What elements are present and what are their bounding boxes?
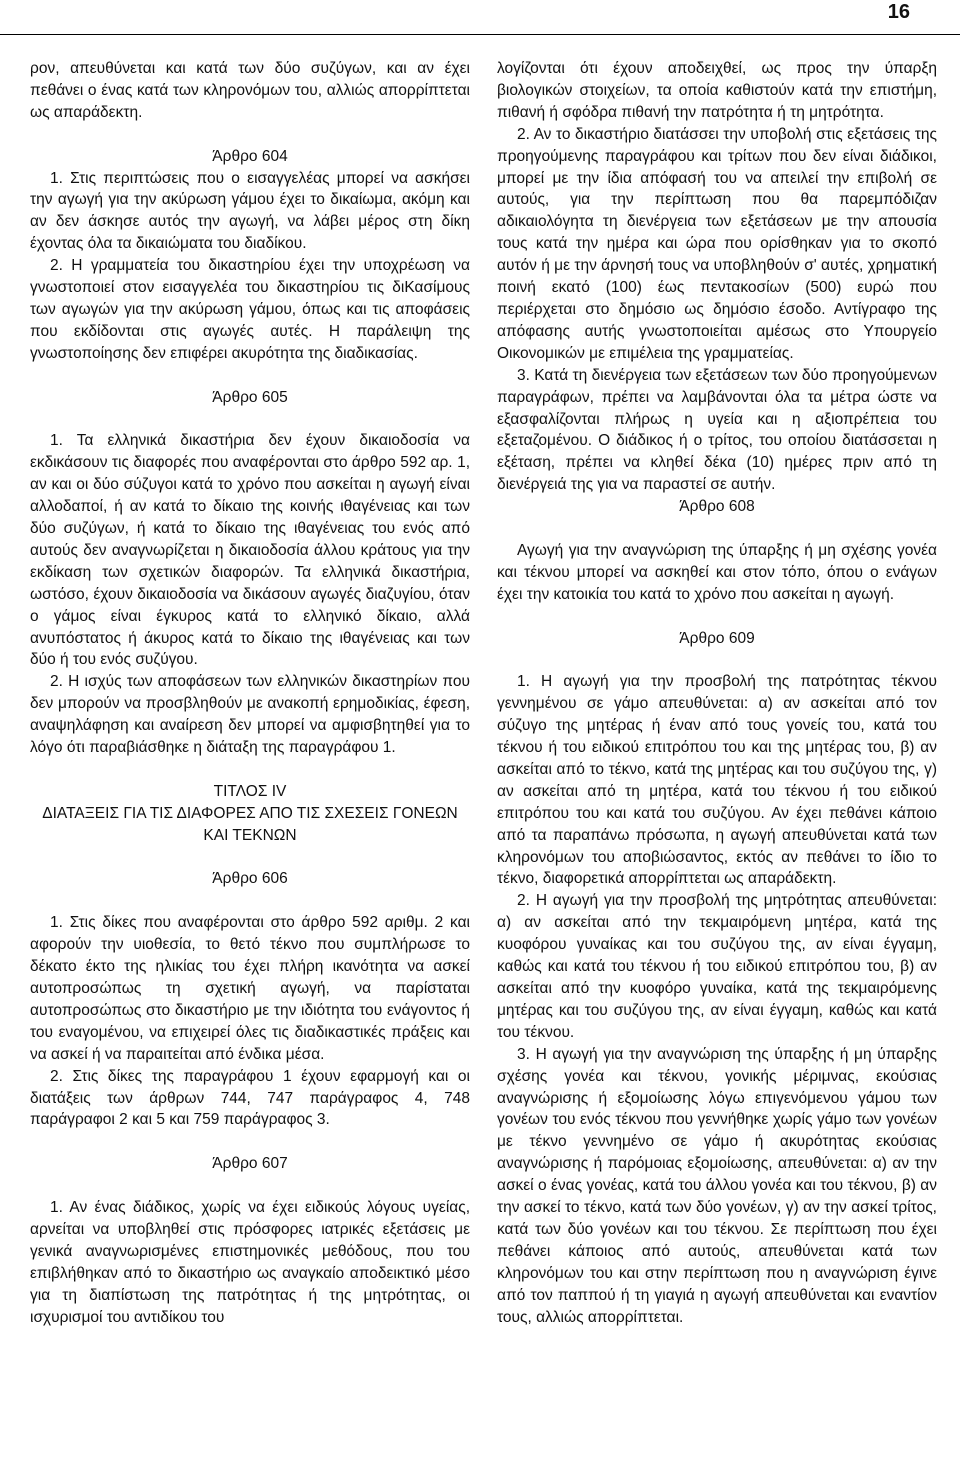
paragraph-continuation: ρον, απευθύνεται και κατά των δύο συζύγων, και αν έχει πεθάνει ο ένας κατά των κληρονόμων του, αλλιώς απορρίπτεται ως απαράδεκτη. <box>30 60 470 121</box>
article-605-paragraph-1: 1. Τα ελληνικά δικαστήρια δεν έχουν δικαιοδοσία να εκδικάσουν τις διαφορές που αναφέρονται στο άρθρο 592 αρ. 1, αν και οι δύο σύζυγοι κατά το χρόνο που ασκείται η αγωγή είναι αλλοδαποί, ή αν κατά το δίκαιο της κοινής ιθαγένειας και των δύο συζύγων, ή κατά το δίκαιο της ιθαγένειας του ενός από αυτούς δεν αναγνωρίζεται η δικαιοδοσία άλλου κράτους για την εκδίκαση των σχετικών διαφορών. Τα ελληνικά δικαστήρια, ωστόσο, έχουν δικαιοδοσία να δικάσουν αγωγές διαζυγίου, όταν ο γάμος είναι έγκυρος κατά το ελληνικό δίκαιο, αλλά ανυπόστατος ή άκυρος κατά το δίκαιο της ιθαγένειας και των δύο ή του ενός συζύγου. <box>30 432 470 669</box>
article-609-paragraph-3: 3. Η αγωγή για την αναγνώριση της ύπαρξης ή μη ύπαρξης σχέσης γονέα και τέκνου, γονικής μέριμνας, εκούσιας αναγνώρισης ή εξομοίωσης λόγω επιγενόμενου γάμου των γονέων του ενός τέκνου που γεννήθηκε χωρίς γάμο των γονέων με τέκνο γεννημένο σε γάμο ή ακυρότητας εκούσιας αναγνώρισης ή παρόμοιας εξομοίωσης, απευθύνεται: α) αν την ασκεί ο ένας γονέας, κατά του άλλου γονέα και του τέκνου, β) αν την ασκεί το τέκνο, κατά των δύο γονέων, γ) αν την ασκεί τρίτος, κατά των δύο γονέων και του τέκνου. Σε περίπτωση που έχει πεθάνει κάποιος από αυτούς, απευθύνεται κατά των κληρονόμων του και στην περίπτωση που η αναγνώριση έγινε από τον παππού ή τη γιαγιά η αγωγή απευθύνεται και εναντίον τους, αλλιώς απορρίπτεται. <box>497 1045 937 1326</box>
article-606-paragraph-1: 1. Στις δίκες που αναφέρονται στο άρθρο 592 αριθμ. 2 και αφορούν την υιοθεσία, το θετό τέκνο που συμπλήρωσε το δέκατο έκτο της ηλικίας του έχει πλήρη ικανότητα να ασκεί αυτοπροσώπως τη σχετική αγωγή, να παρίσταται αυτοπροσώπως στο δικαστήριο με την ιδιότητα του ενάγοντος ή του εναγομένου, να επιχειρεί όλες τις διαδικαστικές πράξεις και να ασκεί ή να παραιτείται από ένδικα μέσα. <box>30 914 470 1063</box>
article-heading-608: Άρθρο 608 <box>679 498 755 516</box>
article-606-paragraph-2: 2. Στις δίκες της παραγράφου 1 έχουν εφαρμογή και οι διατάξεις των άρθρων 744, 747 παράγραφος 4, 748 παράγραφοι 2 και 5 και 759 παράγραφος 3. <box>30 1067 470 1129</box>
article-heading-605: Άρθρο 605 <box>212 388 288 406</box>
header-rule <box>0 34 960 35</box>
article-607-paragraph-3: 3. Κατά τη διενέργεια των εξετάσεων των δύο προηγούμενων παραγράφων, πρέπει να λαμβάνονται όλα τα μέτρα ώστε να εξασφαλίζονται πλήρως η υγεία και η αξιοπρέπεια του εξεταζομένου. Ο διάδικος ή ο τρίτος, του οποίου διατάσσεται η εξέταση, πρέπει να κληθεί δέκα (10) ημέρες πριν από τη διενέργειά της για να παραστεί σε αυτήν. <box>497 366 937 494</box>
article-607-paragraph-2: 2. Αν το δικαστήριο διατάσσει την υποβολή στις εξετάσεις της προηγούμενης παραγράφου και τρίτων που δεν είναι διάδικοι, μπορεί με την ίδια απόφασή του να απειλεί την επιβολή σε αυτούς, για την περίπτωση που θα παρεμπόδιζαν αδικαιολόγητα τη διενέργεια των εξετάσεων με την απουσία τους κατά την ημέρα και ώρα που ορίσθηκαν για το σκοπό αυτόν ή με την άρνησή τους να υποβληθούν σ' αυτές, χρηματική ποινή εκατό (100) έως πεντακοσίων (500) ευρώ που περιέρχεται στο δημόσιο ως δημόσιο έσοδο. Αντίγραφο της απόφασης αυτής γνωστοποιείται αμέσως στο Υπουργείο Οικονομικών με επιμέλεια της γραμματείας. <box>497 125 937 362</box>
article-heading-604: Άρθρο 604 <box>212 147 288 165</box>
left-column <box>30 58 470 1328</box>
article-604-paragraph-1: 1. Στις περιπτώσεις που ο εισαγγελέας μπορεί να ασκήσει την αγωγή για την ακύρωση γάμου έχει το δικαίωμα, ακόμη και αν δεν άσκησε αυτός την αγωγή, να λάβει μέρος στη δίκη έχοντας όλα τα δικαιώματα του διαδίκου. <box>30 169 470 253</box>
article-605-paragraph-2: 2. Η ισχύς των αποφάσεων των ελληνικών δικαστηρίων που δεν μπορούν να προσβληθούν με ανακοπή ερημοδικίας, έφεση, αναψηλάφηση και αναίρεση δεν μπορεί να αμφισβητηθεί για το λόγο ότι παραβιάσθηκε η διάταξη της παραγράφου 1. <box>30 673 470 757</box>
right-column <box>497 58 937 1329</box>
article-607-paragraph-1: 1. Αν ένας διάδικος, χωρίς να έχει ειδικούς λόγους υγείας, αρνείται να υποβληθεί στις πρόσφορες ιατρικές εξετάσεις με γενικά αναγνωρισμένες επιστημονικές μεθόδους, που του επιβλήθηκαν από το δικαστήριο ως αναγκαίο αποδεικτικό μέσο για τη διαπίστωση της πατρότητας ή της μητρότητας, οι ισχυρισμοί του αντιδίκου του <box>30 1199 470 1326</box>
title-subheading: ΔΙΑΤΑΞΕΙΣ ΓΙΑ ΤΙΣ ΔΙΑΦΟΡΕΣ ΑΠΟ ΤΙΣ ΣΧΕΣΕΙΣ ΓΟΝΕΩΝ ΚΑΙ ΤΕΚΝΩΝ <box>42 804 458 844</box>
article-heading-609: Άρθρο 609 <box>679 629 755 647</box>
article-604-paragraph-2: 2. Η γραμματεία του δικαστηρίου έχει την υποχρέωση να γνωστοποιεί στον εισαγγελέα του δικαστηρίου τις διΚασίμους των αγωγών για την ακύρωση γάμου, όπως και τις αποφάσεις που εκδίδονται στις αγωγές αυτές. Η παράλειψη της γνωστοποίησης δεν επιφέρει ακυρότητα της διαδικασίας. <box>30 257 470 362</box>
article-608-paragraph: Αγωγή για την αναγνώριση της ύπαρξης ή μη σχέσης γονέα και τέκνου μπορεί να ασκηθεί και στον τόπο, όπου ο ενάγων έχει την κατοικία του κατά το χρόνο που ασκείται η αγωγή. <box>497 541 937 603</box>
article-609-paragraph-2: 2. Η αγωγή για την προσβολή της μητρότητας απευθύνεται: α) αν ασκείται από την τεκμαιρόμενη μητέρα, κατά της κυοφόρου γυναίκας και του συζύγου της, αν είναι έγγαμη, καθώς και κατά του τέκνου ή του ειδικού επιτρόπου του, β) αν ασκείται από την κυοφόρο γυναίκα, κατά της τεκμαιρόμενης μητέρας και του συζύγου της, αν είναι έγγαμη, καθώς και κατά του τέκνου. <box>497 892 937 1041</box>
article-heading-607: Άρθρο 607 <box>212 1155 288 1173</box>
paragraph-continuation-right: λογίζονται ότι έχουν αποδειχθεί, ως προς την ύπαρξη βιολογικών στοιχείων, τα οποία καθιστούν κατά την επιστήμη, πιθανή ή σφόδρα πιθανή την πατρότητα ή τη μητρότητα. <box>497 60 937 121</box>
page-header <box>0 0 960 35</box>
article-609-paragraph-1: 1. Η αγωγή για την προσβολή της πατρότητας τέκνου γεννημένου σε γάμο απευθύνεται: α) αν ασκείται από τον σύζυγο της μητέρας ή έναν από τους γονείς του, κατά του τέκνου ή του ειδικού επιτρόπου του και της μητέρας του, β) αν ασκείται από το τέκνο, κατά της μητέρας και του συζύγου της, γ) αν ασκείται από τη μητέρα, κατά του τέκνου ή του ειδικού επιτρόπου του και κατά του συζύγου. Αν έχει πεθάνει κάποιο από τα παραπάνω πρόσωπα, η αγωγή απευθύνεται κατά των κληρονόμων του αποβιώσαντος, εκτός αν πεθάνει το ίδιο το τέκνο, διαφορετικά απορρίπτεται ως απαράδεκτη. <box>497 673 937 888</box>
article-heading-606: Άρθρο 606 <box>212 870 288 888</box>
title-heading: ΤΙΤΛΟΣ IV <box>213 782 287 800</box>
page-number: 16 <box>887 1 910 23</box>
